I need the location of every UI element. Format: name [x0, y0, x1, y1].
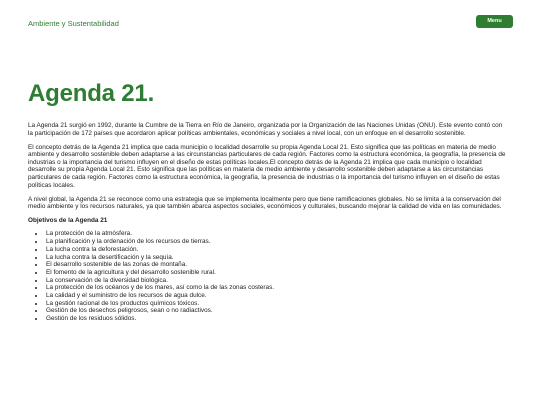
- list-item: • La lucha contra la deforestación.: [45, 246, 508, 254]
- menu-button[interactable]: Menu: [476, 15, 513, 28]
- article-body: [28, 122, 508, 323]
- paragraph-intro: La Agenda 21 surgió en 1992, durante la Cumbre de la Tierra en Río de Janeiro, organizada por la Organización de las Naciones Unidas (ONU). Este evento contó con la participación de 172 países que acordaron aplicar políticas ambientales, económicas y sociales a nivel local, con un enfoque en el desarrollo sostenible.: [28, 122, 503, 137]
- list-item: • El fomento de la agricultura y del desarrollo sostenible rural.: [45, 269, 508, 277]
- page-title: Agenda 21.: [28, 80, 155, 107]
- paragraph-concept: El concepto detrás de la Agenda 21 implica que cada municipio o localidad desarrolle su propia Agenda Local 21. Esto significa que las políticas en materia de medio ambiente y desarrollo sostenible deben adaptarse a las circunstancias particulares de cada región. Factores como la estructura económica, la geografía, la presencia de industrias o la importancia del turismo influyen en el diseño de estas políticas locales.El concepto detrás de la Agenda 21 implica que cada municipio o localidad desarrolle su propia Agenda Local 21. Esto significa que las políticas en materia de medio ambiente y desarrollo sostenible deben adaptarse a las circunstancias particulares de cada región. Factores como la estructura económica, la geografía, la presencia de industrias o la importancia del turismo influyen en el diseño de estas políticas locales.: [28, 143, 506, 189]
- list-item: • La protección de los océanos y de los mares, así como la de las zonas costeras.: [45, 284, 508, 292]
- list-item: • La protección de la atmósfera.: [45, 230, 508, 238]
- objectives-heading: Objetivos de la Agenda 21: [28, 217, 108, 225]
- list-item: • El desarrollo sostenible de las zonas de montaña.: [45, 261, 508, 269]
- list-item: • La planificación y la ordenación de los recursos de tierras.: [45, 238, 508, 246]
- list-item: • Gestión de los residuos sólidos.: [45, 315, 508, 323]
- list-item: • La conservación de la diversidad biológica.: [45, 277, 508, 285]
- paragraph-global: A nivel global, la Agenda 21 se reconoce como una estrategia que se implementa localmente pero que tiene ramificaciones globales. No se limita a la conservación del medio ambiente y los recursos naturales, ya que también abarca aspectos sociales, económicos y culturales, buscando mejorar la calidad de vida en las comunidades.: [28, 195, 502, 211]
- list-item: • La calidad y el suministro de los recursos de agua dulce.: [45, 292, 508, 300]
- site-brand-link[interactable]: Ambiente y Sustentabilidad: [28, 19, 119, 28]
- objectives-list: [28, 230, 508, 322]
- article: [28, 80, 508, 323]
- list-item: • Gestión de los desechos peligrosos, sean o no radiactivos.: [45, 307, 508, 315]
- list-item: • La lucha contra la desertificación y la sequía.: [45, 254, 508, 262]
- site-header: [0, 0, 540, 44]
- list-item: • La gestión racional de los productos químicos tóxicos.: [45, 300, 508, 308]
